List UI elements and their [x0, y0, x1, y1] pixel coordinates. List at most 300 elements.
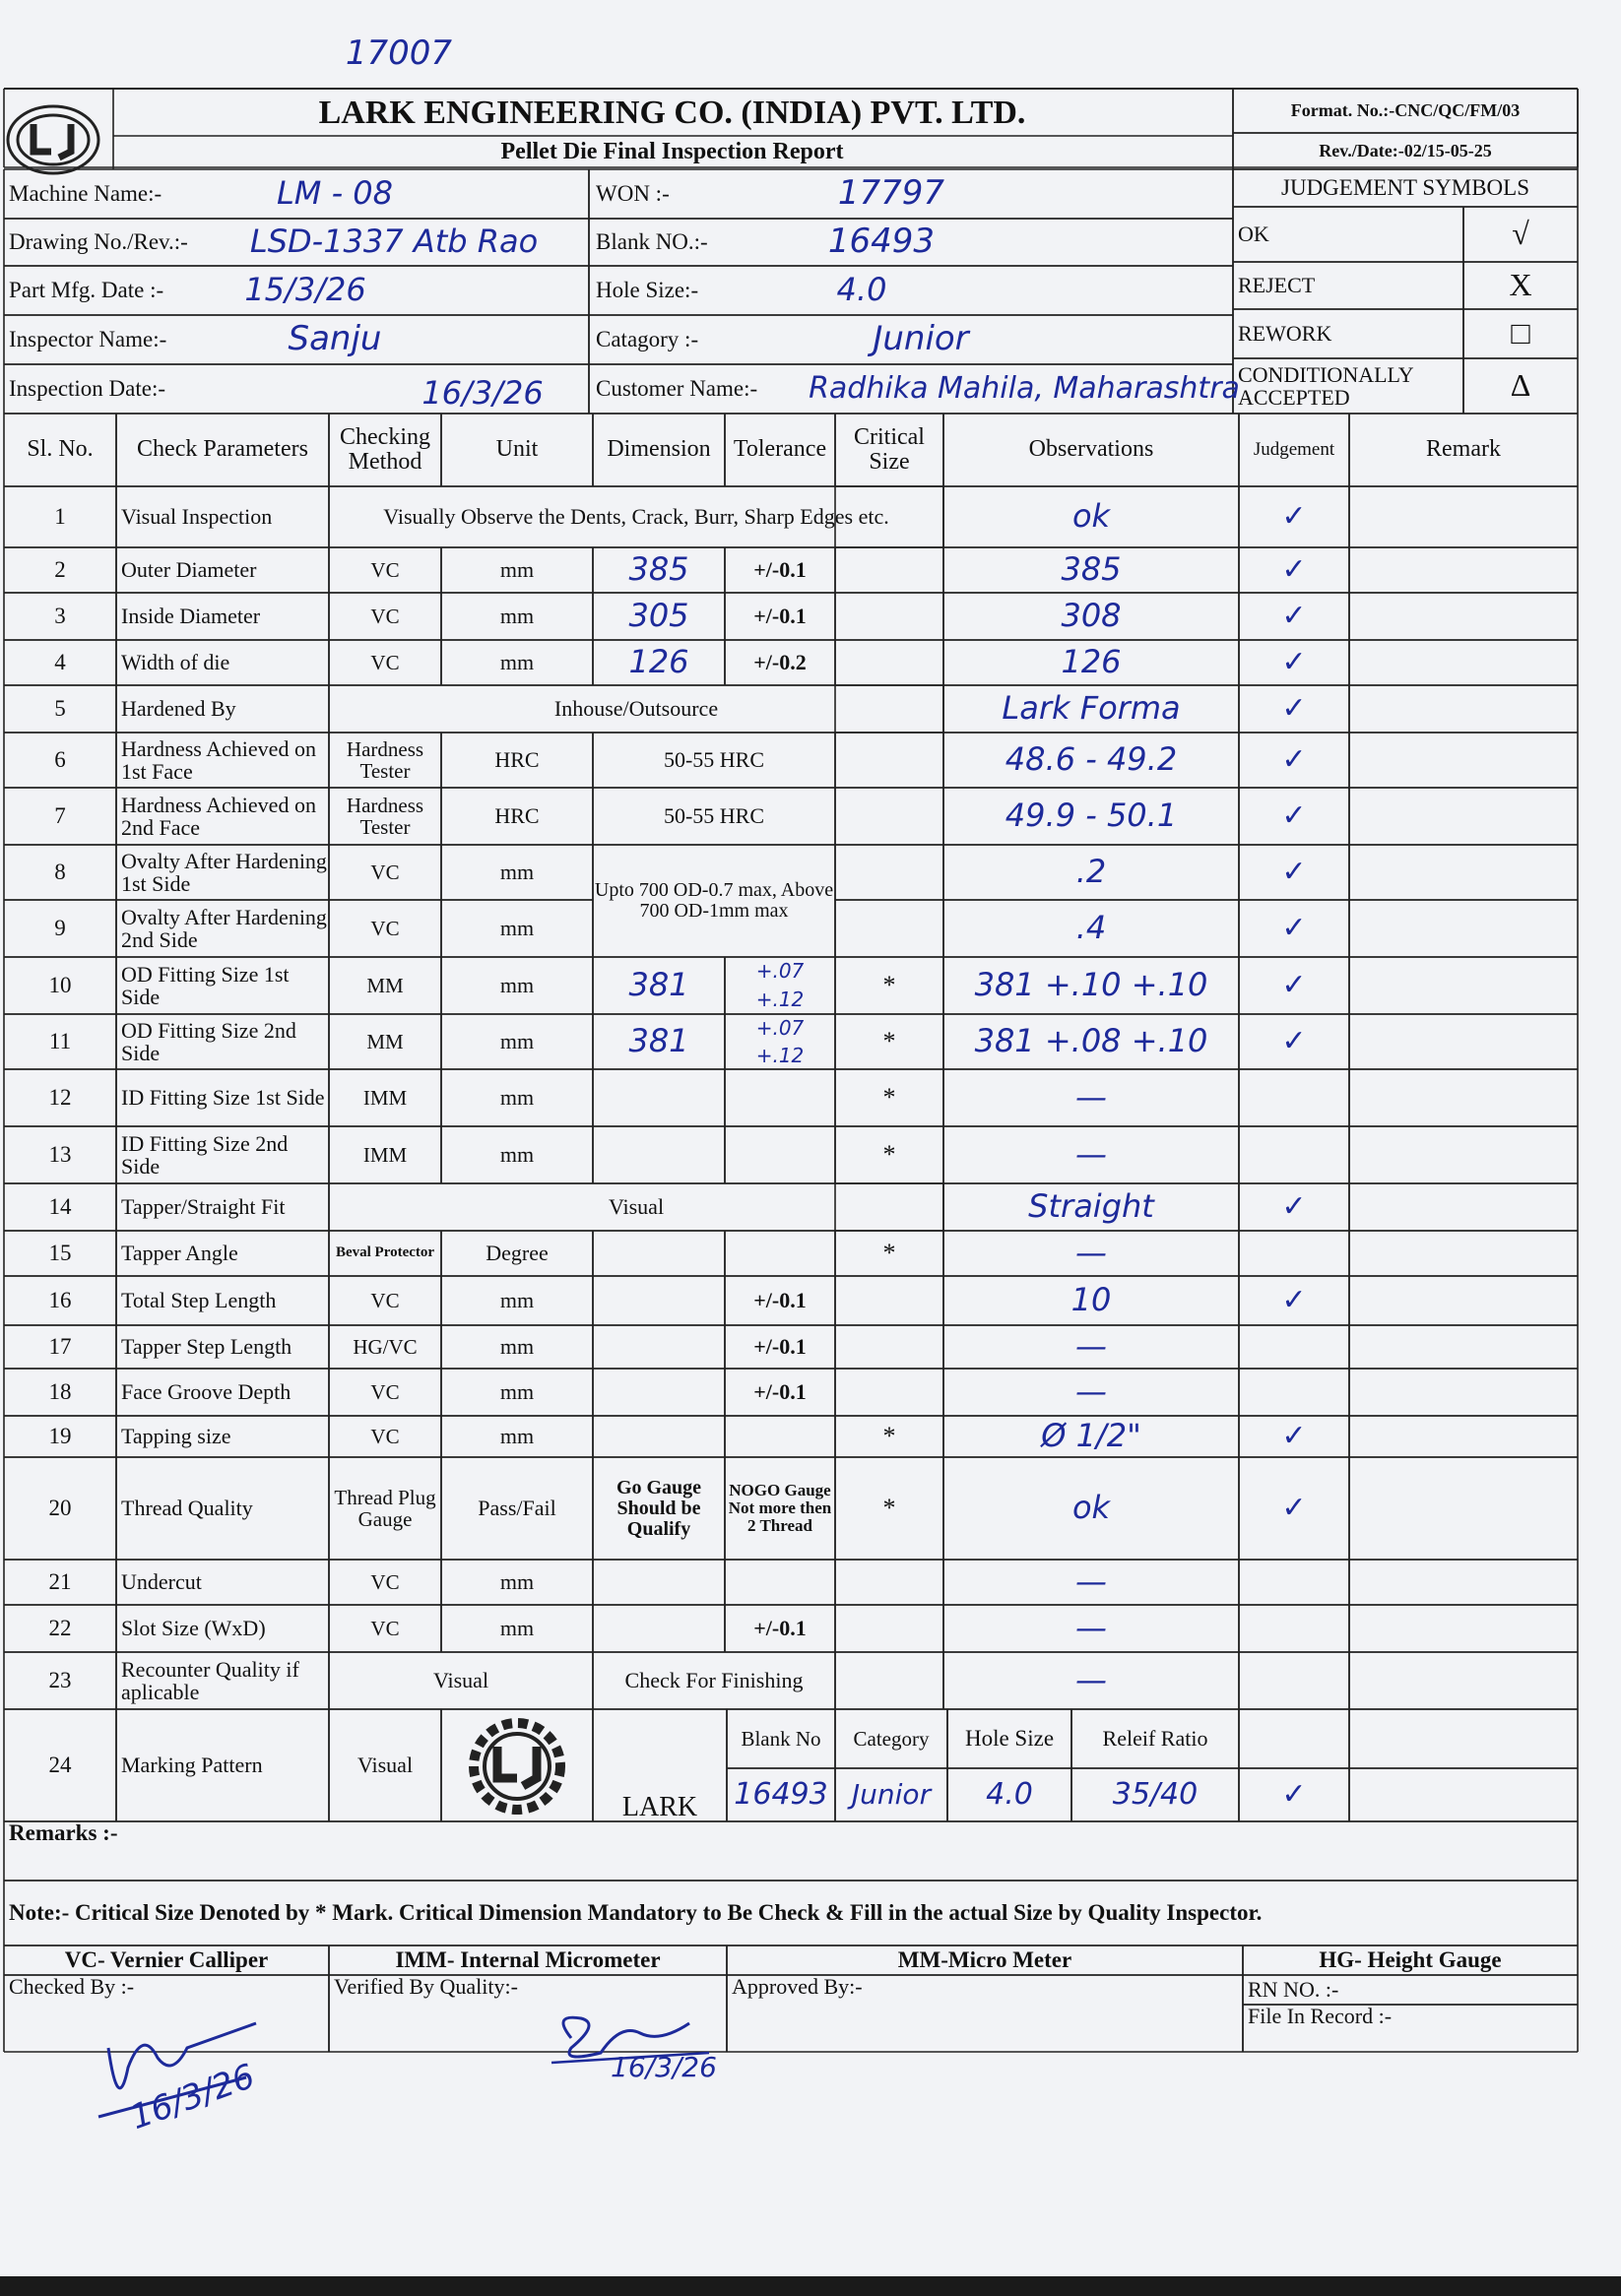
- row-17-method: [329, 1325, 441, 1369]
- row-5-parameter: [116, 685, 329, 733]
- row-19-critical-mark: [835, 1416, 943, 1457]
- row-20-dimension: [593, 1457, 725, 1560]
- row-23-observation: [943, 1652, 1239, 1709]
- row-3-parameter: [116, 593, 329, 640]
- row-24-hole-size-value: [947, 1768, 1071, 1821]
- row-24-number-text: 24: [48, 1752, 72, 1777]
- row-1-observation: [943, 486, 1239, 547]
- row-13-method: [329, 1126, 441, 1183]
- scan-bottom-edge: [0, 2276, 1621, 2296]
- row-23-number: [4, 1652, 116, 1709]
- row-13-number: [4, 1126, 116, 1183]
- judgement-symbol-0-text: √: [1512, 216, 1529, 252]
- category-value: [798, 315, 1044, 364]
- row-20-observation: [943, 1457, 1239, 1560]
- row-15-parameter: [116, 1231, 329, 1276]
- row-10-method-text: MM: [366, 973, 404, 997]
- machine-name-value: [217, 169, 453, 219]
- row-7-observation-text: 49.9 - 50.1: [1005, 797, 1178, 835]
- ovalty-spec: [593, 845, 835, 957]
- row-15-critical-mark-text: *: [882, 1239, 896, 1268]
- row-20-parameter: [116, 1457, 329, 1560]
- row-2-number-text: 2: [54, 556, 66, 582]
- row-16-method: [329, 1276, 441, 1325]
- column-header-5: [725, 414, 835, 486]
- row-23-parameter-text: Recounter Quality if aplicable: [121, 1656, 299, 1704]
- row-6-judgement-text: ✓: [1281, 742, 1307, 778]
- row-3-unit-text: mm: [499, 604, 535, 629]
- field-label-blank-no-text: Blank NO.:-: [596, 228, 708, 254]
- row-17-number: [4, 1325, 116, 1369]
- row-15-critical-mark: [835, 1231, 943, 1276]
- row-20-judgement: [1239, 1457, 1349, 1560]
- column-header-9: [1349, 414, 1578, 486]
- row-16-unit: [441, 1276, 593, 1325]
- checked-by-date: 16/3/26: [125, 2056, 260, 2138]
- row-2-parameter-text: Outer Diameter: [121, 557, 257, 583]
- row-4-unit-text: mm: [499, 650, 535, 675]
- row-23-dimension-tolerance: [593, 1652, 835, 1709]
- row-21-observation-text: —: [1075, 1563, 1107, 1601]
- row-2-unit-text: mm: [499, 557, 535, 583]
- row-20-number: [4, 1457, 116, 1560]
- row-9-unit-text: mm: [499, 916, 535, 941]
- approved-by-label: [727, 1975, 1243, 2052]
- row-10-tolerance-upper: [725, 957, 835, 986]
- marking-pattern-logo: [448, 1717, 586, 1816]
- row-20-dimension-text: Go Gauge Should be Qualify: [616, 1476, 702, 1540]
- row-9-method: [329, 900, 441, 957]
- row-15-number-text: 15: [48, 1240, 72, 1265]
- row-24-method: [329, 1709, 441, 1821]
- row-6-parameter: [116, 733, 329, 788]
- row-24-header-relief-ratio: [1071, 1709, 1239, 1768]
- row-8-number-text: 8: [54, 859, 66, 884]
- critical-note: [4, 1881, 1578, 1945]
- drawing-no-value: [197, 219, 591, 266]
- row-9-number-text: 9: [54, 915, 66, 940]
- column-header-1: [116, 414, 329, 486]
- judgement-label-0: [1233, 207, 1463, 262]
- row-18-number-text: 18: [48, 1378, 72, 1404]
- judgement-symbol-1-text: X: [1509, 267, 1532, 303]
- row-6-dimension-tolerance-text: 50-55 HRC: [663, 747, 765, 773]
- row-7-parameter: [116, 788, 329, 845]
- row-24-header-category-text: Category: [853, 1726, 930, 1751]
- row-19-parameter-text: Tapping size: [121, 1424, 231, 1449]
- row-18-parameter-text: Face Groove Depth: [121, 1379, 292, 1405]
- row-18-observation: [943, 1369, 1239, 1416]
- row-21-unit-text: mm: [499, 1569, 535, 1595]
- row-13-observation: [943, 1126, 1239, 1183]
- row-2-parameter: [116, 547, 329, 593]
- row-18-observation-text: —: [1075, 1372, 1107, 1411]
- field-label-machine-name-text: Machine Name:-: [9, 180, 162, 206]
- row-12-unit: [441, 1069, 593, 1126]
- row-8-observation-text: .2: [1075, 853, 1107, 891]
- row-2-judgement-text: ✓: [1281, 552, 1307, 588]
- row-21-method: [329, 1560, 441, 1605]
- field-label-inspector-name-text: Inspector Name:-: [9, 326, 167, 351]
- row-4-dimension: [593, 640, 725, 685]
- row-9-observation-text: .4: [1075, 909, 1107, 947]
- row-4-unit: [441, 640, 593, 685]
- row-11-parameter: [116, 1014, 329, 1069]
- row-11-tolerance-upper: [725, 1014, 835, 1042]
- row-15-unit-text: Degree: [486, 1241, 549, 1266]
- drawing-no-value-text: LSD-1337 Atb Rao: [249, 223, 539, 261]
- row-20-parameter-text: Thread Quality: [121, 1496, 253, 1521]
- row-24-judgement: [1239, 1768, 1349, 1821]
- row-7-number: [4, 788, 116, 845]
- field-label-customer-name: [591, 364, 778, 414]
- hole-size-value: [778, 266, 945, 315]
- row-11-tolerance-lower: [725, 1042, 835, 1069]
- row-17-parameter: [116, 1325, 329, 1369]
- row-5-span-text: Inhouse/Outsource: [553, 696, 719, 722]
- row-16-observation: [943, 1276, 1239, 1325]
- row-3-parameter-text: Inside Diameter: [121, 604, 261, 629]
- row-3-dimension-text: 305: [628, 597, 689, 635]
- format-number: [1233, 89, 1578, 133]
- legend-mm-text: MM-Micro Meter: [897, 1946, 1072, 1972]
- row-15-method-text: Beval Protector: [335, 1244, 435, 1261]
- row-10-tolerance-upper-text: +.07: [755, 959, 805, 983]
- row-11-critical-mark: [835, 1014, 943, 1069]
- row-17-parameter-text: Tapper Step Length: [121, 1334, 292, 1360]
- row-23-span-text: Visual: [432, 1668, 489, 1693]
- row-13-critical-mark: [835, 1126, 943, 1183]
- row-2-tolerance-text: +/-0.1: [753, 557, 807, 583]
- row-4-tolerance: [725, 640, 835, 685]
- judgement-label-0-text: OK: [1238, 222, 1269, 247]
- row-14-judgement-text: ✓: [1281, 1189, 1307, 1225]
- inspector-name-value-text: Sanju: [288, 319, 382, 359]
- row-19-number-text: 19: [48, 1423, 72, 1448]
- row-9-parameter-text: Ovalty After Hardening 2nd Side: [121, 904, 327, 952]
- row-6-parameter-text: Hardness Achieved on 1st Face: [121, 735, 316, 784]
- row-3-unit: [441, 593, 593, 640]
- row-21-number-text: 21: [48, 1568, 72, 1594]
- row-24-relief-ratio-value: [1071, 1768, 1239, 1821]
- row-8-unit-text: mm: [499, 860, 535, 885]
- row-4-number-text: 4: [54, 649, 66, 674]
- row-17-method-text: HG/VC: [353, 1334, 418, 1359]
- row-18-parameter: [116, 1369, 329, 1416]
- row-10-parameter-text: OD Fitting Size 1st Side: [121, 961, 290, 1009]
- blank-no-value: [778, 219, 985, 266]
- row-24-parameter-text: Marking Pattern: [121, 1753, 263, 1778]
- row-10-tolerance-lower-text: +.12: [755, 988, 805, 1011]
- row-14-parameter-text: Tapper/Straight Fit: [121, 1194, 286, 1220]
- customer-name-value-text: Radhika Mahila, Maharashtra: [809, 371, 1240, 407]
- row-13-parameter: [116, 1126, 329, 1183]
- column-header-7: [943, 414, 1239, 486]
- row-5-judgement: [1239, 685, 1349, 733]
- row-12-critical-mark-text: *: [882, 1083, 896, 1113]
- report-title-text: Pellet Die Final Inspection Report: [500, 139, 844, 165]
- row-7-parameter-text: Hardness Achieved on 2nd Face: [121, 792, 316, 840]
- verified-by-label-text: Verified By Quality:-: [334, 1974, 518, 1999]
- row-11-dimension-text: 381: [628, 1022, 689, 1060]
- won-value-text: 17797: [837, 173, 945, 214]
- row-9-method-text: VC: [370, 916, 400, 940]
- row-24-category-value-text: Junior: [851, 1778, 932, 1812]
- row-21-parameter: [116, 1560, 329, 1605]
- row-8-observation: [943, 845, 1239, 900]
- row-4-parameter: [116, 640, 329, 685]
- row-24-header-blank-no-text: Blank No: [741, 1726, 821, 1751]
- row-21-method-text: VC: [370, 1569, 400, 1594]
- legend-imm: [329, 1945, 727, 1975]
- legend-vc-text: VC- Vernier Calliper: [64, 1946, 269, 1972]
- revision-date: [1233, 133, 1578, 169]
- row-20-judgement-text: ✓: [1281, 1491, 1307, 1526]
- rn-no-label: [1243, 1975, 1578, 2005]
- row-5-number-text: 5: [54, 695, 66, 721]
- hole-size-value-text: 4.0: [836, 271, 887, 309]
- report-title: [113, 136, 1231, 169]
- row-17-observation-text: —: [1075, 1327, 1107, 1366]
- row-7-observation: [943, 788, 1239, 845]
- row-16-judgement: [1239, 1276, 1349, 1325]
- inspection-date-value: [374, 369, 591, 418]
- row-15-method: [329, 1231, 441, 1276]
- judgement-label-3: [1233, 358, 1463, 414]
- row-10-observation-text: 381 +.10 +.10: [974, 966, 1208, 1004]
- row-16-method-text: VC: [370, 1288, 400, 1312]
- file-in-record-label-text: File In Record :-: [1248, 2004, 1393, 2028]
- row-21-observation: [943, 1560, 1239, 1605]
- column-header-9-text: Remark: [1426, 436, 1501, 463]
- row-22-unit-text: mm: [499, 1616, 535, 1641]
- row-13-unit: [441, 1126, 593, 1183]
- field-label-part-mfg-date-text: Part Mfg. Date :-: [9, 277, 164, 302]
- row-6-unit: [441, 733, 593, 788]
- remarks-label: [4, 1821, 1578, 1881]
- column-header-3-text: Unit: [495, 436, 539, 463]
- format-number-text: Format. No.:-CNC/QC/FM/03: [1290, 100, 1521, 121]
- row-13-critical-mark-text: *: [882, 1140, 896, 1170]
- row-9-judgement: [1239, 900, 1349, 957]
- row-3-method: [329, 593, 441, 640]
- row-11-unit: [441, 1014, 593, 1069]
- row-20-critical-mark: [835, 1457, 943, 1560]
- column-header-6: [835, 414, 943, 486]
- company-logo-icon: [4, 102, 102, 177]
- row-3-tolerance-text: +/-0.1: [753, 604, 807, 629]
- row-16-parameter-text: Total Step Length: [121, 1288, 277, 1313]
- row-4-number: [4, 640, 116, 685]
- row-2-observation: [943, 547, 1239, 593]
- row-17-observation: [943, 1325, 1239, 1369]
- judgement-symbol-1: [1463, 262, 1578, 309]
- company-name-text: LARK ENGINEERING CO. (INDIA) PVT. LTD.: [318, 95, 1026, 132]
- row-4-observation: [943, 640, 1239, 685]
- row-6-unit-text: HRC: [494, 747, 540, 773]
- row-12-method-text: IMM: [362, 1085, 408, 1110]
- field-label-inspector-name: [4, 315, 217, 364]
- verified-by-date: 16/3/26: [611, 2051, 717, 2083]
- row-23-parameter: [116, 1652, 329, 1709]
- row-11-judgement: [1239, 1014, 1349, 1069]
- row-8-method: [329, 845, 441, 900]
- row-12-parameter-text: ID Fitting Size 1st Side: [121, 1085, 325, 1111]
- legend-imm-text: IMM- Internal Micrometer: [395, 1946, 661, 1972]
- row-18-tolerance: [725, 1369, 835, 1416]
- row-11-judgement-text: ✓: [1281, 1024, 1307, 1059]
- top-handwritten-note: [325, 30, 473, 79]
- row-21-parameter-text: Undercut: [121, 1569, 202, 1595]
- row-24-header-hole-size-text: Hole Size: [964, 1725, 1055, 1751]
- row-11-observation: [943, 1014, 1239, 1069]
- company-logo: [4, 102, 102, 177]
- row-14-observation: [943, 1183, 1239, 1231]
- row-20-tolerance: [725, 1457, 835, 1560]
- customer-name-value: [768, 364, 1280, 414]
- row-12-number-text: 12: [48, 1084, 72, 1110]
- row-10-unit: [441, 957, 593, 1014]
- row-3-number: [4, 593, 116, 640]
- row-22-unit: [441, 1605, 593, 1652]
- row-12-critical-mark: [835, 1069, 943, 1126]
- row-10-tolerance-lower: [725, 986, 835, 1014]
- row-22-observation-text: —: [1075, 1609, 1107, 1647]
- row-3-number-text: 3: [54, 603, 66, 628]
- row-13-observation-text: —: [1075, 1135, 1107, 1174]
- row-20-unit: [441, 1457, 593, 1560]
- field-label-inspection-date: [4, 364, 217, 414]
- row-7-method-text: Hardness Tester: [346, 793, 424, 839]
- row-22-tolerance-text: +/-0.1: [753, 1616, 807, 1641]
- field-label-category-text: Catagory :-: [596, 326, 699, 351]
- critical-note-text: Note:- Critical Size Denoted by * Mark. Critical Dimension Mandatory to Be Check & Fill in the actual Size by Quality Inspector.: [9, 1899, 1263, 1925]
- row-19-judgement: [1239, 1416, 1349, 1457]
- row-1-span: [329, 486, 943, 547]
- row-20-method: [329, 1457, 441, 1560]
- legend-hg-text: HG- Height Gauge: [1319, 1946, 1502, 1972]
- legend-hg: [1243, 1945, 1578, 1975]
- ovalty-spec-text: Upto 700 OD-0.7 max, Above 700 OD-1mm max: [594, 879, 834, 922]
- column-header-0-text: Sl. No.: [27, 436, 94, 463]
- row-10-critical-mark: [835, 957, 943, 1014]
- row-2-judgement: [1239, 547, 1349, 593]
- row-14-number: [4, 1183, 116, 1231]
- row-18-unit-text: mm: [499, 1379, 535, 1405]
- row-4-observation-text: 126: [1061, 643, 1122, 681]
- row-9-judgement-text: ✓: [1281, 911, 1307, 946]
- field-label-blank-no: [591, 219, 778, 266]
- row-10-judgement-text: ✓: [1281, 968, 1307, 1003]
- row-7-judgement: [1239, 788, 1349, 845]
- row-5-judgement-text: ✓: [1281, 691, 1307, 727]
- row-19-unit-text: mm: [499, 1424, 535, 1449]
- row-19-observation: [943, 1416, 1239, 1457]
- judgement-symbol-0: [1463, 207, 1578, 262]
- legend-mm: [727, 1945, 1243, 1975]
- part-mfg-date-value: [217, 266, 394, 315]
- row-9-observation: [943, 900, 1239, 957]
- row-19-judgement-text: ✓: [1281, 1419, 1307, 1454]
- field-label-inspection-date-text: Inspection Date:-: [9, 375, 166, 401]
- judgement-label-1: [1233, 262, 1463, 309]
- row-24-number: [4, 1709, 116, 1821]
- row-14-number-text: 14: [48, 1193, 72, 1219]
- row-19-method-text: VC: [370, 1424, 400, 1448]
- row-3-dimension: [593, 593, 725, 640]
- row-4-tolerance-text: +/-0.2: [753, 650, 807, 675]
- row-1-parameter-text: Visual Inspection: [121, 504, 273, 530]
- row-17-tolerance: [725, 1325, 835, 1369]
- column-header-5-text: Tolerance: [733, 436, 827, 463]
- gear-logo-icon: [448, 1717, 586, 1816]
- row-10-parameter: [116, 957, 329, 1014]
- row-24-blank-no-value: [727, 1768, 835, 1821]
- judgement-symbol-3: [1463, 358, 1578, 414]
- row-6-method-text: Hardness Tester: [346, 736, 424, 783]
- row-24-mark-text-text: LARK: [621, 1791, 698, 1822]
- column-header-0: [4, 414, 116, 486]
- row-1-judgement: [1239, 486, 1349, 547]
- row-20-observation-text: ok: [1071, 1489, 1111, 1527]
- judgement-symbols-title: [1233, 169, 1578, 207]
- row-11-method-text: MM: [366, 1029, 404, 1053]
- row-9-parameter: [116, 900, 329, 957]
- row-4-method: [329, 640, 441, 685]
- row-11-number: [4, 1014, 116, 1069]
- row-3-method-text: VC: [370, 604, 400, 628]
- row-18-method-text: VC: [370, 1379, 400, 1404]
- field-label-drawing-no-text: Drawing No./Rev.:-: [9, 228, 188, 254]
- checked-by-signature: [89, 2009, 286, 2138]
- judgement-label-2-text: REWORK: [1238, 321, 1332, 347]
- row-5-observation-text: Lark Forma: [1002, 689, 1181, 728]
- column-header-6-text: Critical Size: [854, 423, 925, 475]
- row-22-number: [4, 1605, 116, 1652]
- row-9-unit: [441, 900, 593, 957]
- revision-date-text: Rev./Date:-02/15-05-25: [1319, 141, 1492, 161]
- field-label-customer-name-text: Customer Name:-: [596, 375, 758, 401]
- row-16-judgement-text: ✓: [1281, 1283, 1307, 1318]
- row-7-dimension-tolerance: [593, 788, 835, 845]
- row-16-parameter: [116, 1276, 329, 1325]
- row-12-method: [329, 1069, 441, 1126]
- row-4-dimension-text: 126: [628, 643, 689, 681]
- row-5-observation: [943, 685, 1239, 733]
- row-22-method: [329, 1605, 441, 1652]
- row-10-method: [329, 957, 441, 1014]
- row-7-unit: [441, 788, 593, 845]
- row-6-number-text: 6: [54, 746, 66, 772]
- row-24-relief-ratio-value-text: 35/40: [1112, 1777, 1199, 1813]
- row-15-number: [4, 1231, 116, 1276]
- row-4-judgement-text: ✓: [1281, 645, 1307, 680]
- row-22-observation: [943, 1605, 1239, 1652]
- row-7-unit-text: HRC: [494, 803, 540, 829]
- row-11-number-text: 11: [48, 1028, 72, 1053]
- row-20-critical-mark-text: *: [882, 1494, 896, 1523]
- row-14-judgement: [1239, 1183, 1349, 1231]
- row-3-observation: [943, 593, 1239, 640]
- verified-by-signature-icon: [542, 1994, 739, 2102]
- row-2-observation-text: 385: [1061, 550, 1122, 589]
- row-4-parameter-text: Width of die: [121, 650, 230, 675]
- row-11-tolerance-lower-text: +.12: [755, 1043, 805, 1067]
- blank-no-value-text: 16493: [827, 222, 936, 262]
- row-6-observation: [943, 733, 1239, 788]
- row-6-observation-text: 48.6 - 49.2: [1005, 740, 1178, 779]
- row-17-tolerance-text: +/-0.1: [753, 1334, 807, 1360]
